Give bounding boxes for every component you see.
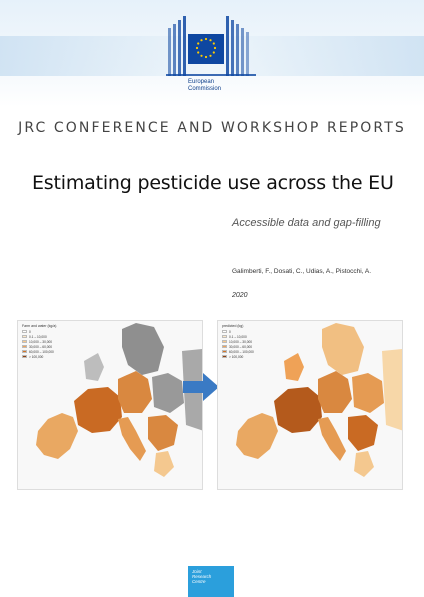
logo-line-2: Commission bbox=[188, 86, 222, 92]
legend-label: 10,000 – 30,000 bbox=[29, 339, 53, 344]
legend-label: > 100,000 bbox=[29, 354, 44, 359]
berlaymont-building-icon bbox=[166, 10, 260, 80]
legend-label: 10,000 – 30,000 bbox=[229, 339, 253, 344]
report-title: Estimating pesticide use across the EU bbox=[32, 172, 394, 194]
legend-title: Farm and water (kg/a) bbox=[22, 324, 57, 328]
legend-label: 0.1 – 10,000 bbox=[229, 334, 247, 339]
report-authors: Galimberti, F., Dosati, C., Udias, A., Pistocchi, A. bbox=[232, 268, 372, 275]
report-series: JRC CONFERENCE AND WORKSHOP REPORTS bbox=[18, 120, 406, 136]
legend-item bbox=[222, 354, 254, 359]
european-commission-logo bbox=[166, 10, 260, 100]
legend-swatch bbox=[22, 330, 27, 334]
legend-swatch bbox=[22, 340, 27, 344]
legend-label: 30,000 – 60,000 bbox=[29, 344, 53, 349]
map-right-legend bbox=[222, 324, 254, 359]
arrow-right-icon bbox=[181, 372, 221, 402]
logo-line-1: European bbox=[188, 79, 215, 85]
legend-swatch bbox=[222, 345, 227, 349]
legend-swatch bbox=[22, 355, 27, 359]
map-left bbox=[17, 320, 203, 490]
legend-label: 60,000 – 100,000 bbox=[29, 349, 54, 354]
legend-label: 0 bbox=[229, 329, 231, 334]
jrc-line-2: Research bbox=[192, 574, 212, 579]
legend-label: 30,000 – 60,000 bbox=[229, 344, 253, 349]
map-right bbox=[217, 320, 403, 490]
legend-item bbox=[222, 339, 254, 344]
legend-item bbox=[222, 344, 254, 349]
logo-caption bbox=[188, 79, 248, 93]
legend-swatch bbox=[222, 335, 227, 339]
legend-swatch bbox=[222, 330, 227, 334]
legend-title: predicted (kg) bbox=[222, 324, 244, 328]
legend-label: 0.1 – 10,000 bbox=[29, 334, 47, 339]
report-year: 2020 bbox=[232, 292, 248, 299]
legend-label: > 100,000 bbox=[229, 354, 244, 359]
legend-item bbox=[22, 354, 56, 359]
jrc-line-3: Centre bbox=[192, 579, 206, 584]
jrc-line-1: Joint bbox=[192, 569, 202, 574]
legend-label: 0 bbox=[29, 329, 31, 334]
legend-swatch bbox=[222, 355, 227, 359]
legend-swatch bbox=[22, 350, 27, 354]
legend-swatch bbox=[222, 340, 227, 344]
report-subtitle: Accessible data and gap-filling bbox=[232, 217, 381, 229]
map-left-legend bbox=[22, 324, 56, 359]
legend-swatch bbox=[22, 345, 27, 349]
legend-swatch bbox=[22, 335, 27, 339]
jrc-logo-badge bbox=[188, 566, 234, 597]
legend-swatch bbox=[222, 350, 227, 354]
legend-item bbox=[222, 349, 254, 354]
legend-label: 60,000 – 100,000 bbox=[229, 349, 254, 354]
